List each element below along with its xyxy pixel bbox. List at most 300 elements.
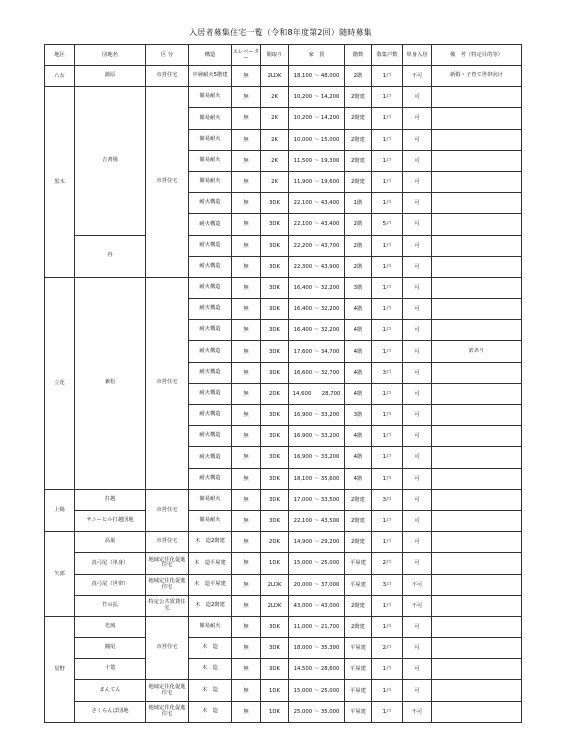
note-cell [432,659,522,680]
table-row [45,489,522,510]
header-cell: エレベーター [232,45,261,66]
floor-cell: 2階建 [345,532,372,553]
table-row [45,510,522,531]
floor-cell: 3階 [345,277,372,298]
single-occupancy-cell: 可 [403,468,432,489]
single-occupancy-cell: 可 [403,362,432,383]
note-cell [432,171,522,192]
note-cell [432,383,522,404]
table-row [45,574,522,595]
rent-cell: 15,000 ～ 25,000 [289,553,345,574]
single-occupancy-cell: 可 [403,553,432,574]
note-cell [432,638,522,659]
floor-cell: 2階 [345,235,372,256]
complex-name-cell: まんてん [75,680,146,701]
units-cell: 1戸 [372,510,403,531]
single-occupancy-cell: 不可 [403,574,432,595]
rent-cell: 22,300 ～ 43,900 [289,256,345,277]
floor-cell: 2階建 [345,150,372,171]
note-cell [432,129,522,150]
rent-cell: 25,000 ～ 35,000 [289,701,345,722]
floor-cell: 平屋建 [345,659,372,680]
units-cell: 1戸 [372,383,403,404]
header-cell: 地区 [45,45,75,66]
layout-cell: 3DK [261,277,289,298]
table-row [45,277,522,298]
complex-name-cell: 竹の払 [75,595,146,616]
complex-name-cell: 高巣 [75,532,146,553]
rent-cell: 18,000 ～ 35,300 [289,638,345,659]
units-cell: 1戸 [372,659,403,680]
elevator-cell: 無 [232,235,261,256]
layout-cell: 2LDK [261,574,289,595]
rent-cell: 14,500 ～ 28,600 [289,659,345,680]
complex-name-cell: サニーヒル打越団地 [75,510,146,531]
structure-cell: 耐火構造 [189,447,232,468]
floor-cell: 平屋建 [345,701,372,722]
single-occupancy-cell: 可 [403,489,432,510]
note-cell [432,701,522,722]
header-cell: 家 賃 [289,45,345,66]
floor-cell: 2階建 [345,108,372,129]
note-cell [432,447,522,468]
units-cell: 1戸 [372,87,403,108]
layout-cell: 2LDK [261,66,289,87]
units-cell: 1戸 [372,193,403,214]
elevator-cell: 無 [232,341,261,362]
rent-cell: 17,600 ～ 34,700 [289,341,345,362]
units-cell: 1戸 [372,320,403,341]
structure-cell: 簡易耐火 [189,129,232,150]
structure-cell: 耐火構造 [189,383,232,404]
single-occupancy-cell: 可 [403,129,432,150]
elevator-cell: 無 [232,362,261,383]
units-cell: 1戸 [372,171,403,192]
rent-cell: 20,000 ～ 37,000 [289,574,345,595]
units-cell: 1戸 [372,701,403,722]
layout-cell: 3DK [261,447,289,468]
structure-cell: 簡易耐火 [189,150,232,171]
table-row [45,87,522,108]
header-cell: 募集戸数 [372,45,403,66]
floor-cell: 平屋建 [345,680,372,701]
elevator-cell: 無 [232,405,261,426]
rent-cell: 16,900 ～ 33,200 [289,426,345,447]
category-cell: 市営住宅 [146,616,189,680]
structure-cell: 耐火構造 [189,193,232,214]
elevator-cell: 無 [232,320,261,341]
units-cell: 1戸 [372,426,403,447]
table-row [45,235,522,256]
floor-cell: 4階 [345,447,372,468]
note-cell [432,362,522,383]
note-cell [432,299,522,320]
structure-cell: 耐火構造 [189,256,232,277]
table-row [45,616,522,637]
elevator-cell: 無 [232,701,261,722]
elevator-cell: 無 [232,150,261,171]
single-occupancy-cell: 可 [403,638,432,659]
units-cell: 1戸 [372,532,403,553]
single-occupancy-cell: 可 [403,235,432,256]
category-cell: 市営住宅 [146,532,189,553]
rent-cell: 10,000 ～ 15,000 [289,129,345,150]
elevator-cell: 無 [232,214,261,235]
floor-cell: 2階建 [345,489,372,510]
area-cell: 立花 [45,277,75,489]
complex-name-cell: 吉書場 [75,87,146,235]
structure-cell: 簡易耐火 [189,87,232,108]
structure-cell: 木 造 [189,680,232,701]
layout-cell: 2K [261,108,289,129]
note-cell [432,108,522,129]
units-cell: 1戸 [372,150,403,171]
single-occupancy-cell: 可 [403,320,432,341]
single-occupancy-cell: 不可 [403,701,432,722]
single-occupancy-cell: 可 [403,532,432,553]
units-cell: 1戸 [372,680,403,701]
layout-cell: 3DK [261,616,289,637]
rent-cell: 17,000 ～ 33,500 [289,489,345,510]
note-cell [432,595,522,616]
elevator-cell: 無 [232,447,261,468]
single-occupancy-cell: 可 [403,680,432,701]
structure-cell: 木 造 [189,701,232,722]
note-cell [432,235,522,256]
floor-cell: 4階 [345,468,372,489]
document-title: 入居者募集住宅一覧（令和8年度第2回）随時募集 [189,28,372,37]
category-cell: 市営住宅 [146,66,189,87]
complex-name-cell: さくらんぼ団地 [75,701,146,722]
table-row [45,680,522,701]
category-cell: 地域定住化促進住宅 [146,553,189,574]
structure-cell: 木 造 [189,638,232,659]
elevator-cell: 無 [232,659,261,680]
single-occupancy-cell: 可 [403,447,432,468]
note-cell [432,193,522,214]
area-cell: 上陽 [45,489,75,531]
single-occupancy-cell: 不可 [403,595,432,616]
floor-cell: 4階 [345,383,372,404]
rent-cell: 22,100 ～ 43,400 [289,214,345,235]
units-cell: 3戸 [372,362,403,383]
units-cell: 1戸 [372,299,403,320]
single-occupancy-cell: 可 [403,405,432,426]
structure-cell: 耐火構造 [189,362,232,383]
table-row [45,659,522,680]
layout-cell: 2LDK [261,595,289,616]
units-cell: 5戸 [372,214,403,235]
layout-cell: 3DK [261,659,289,680]
structure-cell: 耐火構造 [189,341,232,362]
complex-name-cell: 十篭 [75,659,146,680]
units-cell: 3戸 [372,574,403,595]
housing-listing-table [44,44,522,723]
single-occupancy-cell: 可 [403,341,432,362]
layout-cell: 3DK [261,510,289,531]
floor-cell: 平屋建 [345,574,372,595]
rent-cell: 22,200 ～ 43,700 [289,235,345,256]
layout-cell: 2DK [261,383,289,404]
structure-cell: 耐火構造 [189,235,232,256]
note-cell [432,616,522,637]
header-cell: 団地名 [75,45,146,66]
elevator-cell: 無 [232,277,261,298]
complex-name-cell: 光琉 [75,616,146,637]
category-cell: 地域定住化促進住宅 [146,574,189,595]
layout-cell: 3DK [261,426,289,447]
units-cell: 1戸 [372,405,403,426]
note-cell [432,150,522,171]
header-cell: 単身入居 [403,45,432,66]
floor-cell: 1階 [345,193,372,214]
floor-cell: 4階 [345,299,372,320]
single-occupancy-cell: 可 [403,383,432,404]
layout-cell: 3DK [261,638,289,659]
structure-cell: 木 造平屋建 [189,553,232,574]
structure-cell: 木 造2階建 [189,595,232,616]
note-cell [432,468,522,489]
layout-cell: 2DK [261,532,289,553]
category-cell: 地域定住化促進住宅 [146,701,189,722]
elevator-cell: 無 [232,108,261,129]
rent-cell: 16,900 ～ 33,200 [289,405,345,426]
floor-cell: 2階建 [345,129,372,150]
note-cell [432,489,522,510]
layout-cell: 3DK [261,362,289,383]
header-cell: 区 分 [146,45,189,66]
single-occupancy-cell: 可 [403,87,432,108]
elevator-cell: 無 [232,256,261,277]
layout-cell: 3DK [261,489,289,510]
elevator-cell: 無 [232,171,261,192]
note-cell [432,277,522,298]
elevator-cell: 無 [232,383,261,404]
note-cell [432,87,522,108]
rent-cell: 22,100 ～ 43,500 [289,510,345,531]
structure-cell: 木 造平屋建 [189,574,232,595]
rent-cell: 16,400 ～ 32,200 [289,320,345,341]
header-cell: 備 考（特定目的等） [432,45,522,66]
elevator-cell: 無 [232,638,261,659]
single-occupancy-cell: 可 [403,299,432,320]
structure-cell: 簡易耐火 [189,489,232,510]
layout-cell: 1DK [261,680,289,701]
rent-cell: 10,200 ～ 14,200 [289,108,345,129]
single-occupancy-cell: 不可 [403,66,432,87]
units-cell: 1戸 [372,341,403,362]
rent-cell: 10,200 ～ 14,200 [289,87,345,108]
structure-cell: 木 造 [189,659,232,680]
note-cell [432,320,522,341]
layout-cell: 3DK [261,468,289,489]
note-cell: 訳あり [432,341,522,362]
table-header-row [45,45,522,66]
units-cell: 1戸 [372,256,403,277]
structure-cell: 簡易耐火 [189,108,232,129]
layout-cell: 2K [261,150,289,171]
elevator-cell: 無 [232,66,261,87]
elevator-cell: 無 [232,87,261,108]
structure-cell: 木 造2階建 [189,532,232,553]
elevator-cell: 無 [232,489,261,510]
units-cell: 1戸 [372,616,403,637]
rent-cell: 14,900 ～ 29,200 [289,532,345,553]
single-occupancy-cell: 可 [403,277,432,298]
layout-cell: 2K [261,129,289,150]
rent-cell: 43,000 ～ 43,000 [289,595,345,616]
floor-cell: 4階 [345,426,372,447]
area-cell: 矢部 [45,532,75,617]
rent-cell: 11,500 ～ 19,300 [289,150,345,171]
layout-cell: 1DK [261,553,289,574]
rent-cell: 14,600 28,700 [289,383,345,404]
category-cell: 特定公共賃貸住宅 [146,595,189,616]
layout-cell: 3DK [261,341,289,362]
rent-cell: 16,400 ～ 32,200 [289,277,345,298]
single-occupancy-cell: 可 [403,108,432,129]
table-row [45,701,522,722]
single-occupancy-cell: 可 [403,616,432,637]
elevator-cell: 無 [232,299,261,320]
note-cell [432,532,522,553]
category-cell: 地域定住化促進住宅 [146,680,189,701]
structure-cell: 簡易耐火 [189,616,232,637]
floor-cell: 2階 [345,256,372,277]
area-cell: 黒木 [45,87,75,278]
units-cell: 1戸 [372,595,403,616]
rent-cell: 11,900 ～ 19,600 [289,171,345,192]
elevator-cell: 無 [232,193,261,214]
elevator-cell: 無 [232,510,261,531]
single-occupancy-cell: 可 [403,150,432,171]
elevator-cell: 無 [232,468,261,489]
elevator-cell: 無 [232,595,261,616]
elevator-cell: 無 [232,553,261,574]
layout-cell: 3DK [261,405,289,426]
floor-cell: 4階 [345,341,372,362]
layout-cell: 3DK [261,193,289,214]
floor-cell: 2階建 [345,171,372,192]
units-cell: 3戸 [372,489,403,510]
table-row [45,553,522,574]
layout-cell: 3DK [261,256,289,277]
units-cell: 1戸 [372,447,403,468]
table-row [45,638,522,659]
single-occupancy-cell: 可 [403,171,432,192]
structure-cell: 中層耐火5階建 [189,66,232,87]
rent-cell: 16,900 ～ 33,200 [289,447,345,468]
units-cell: 1戸 [372,235,403,256]
single-occupancy-cell: 可 [403,214,432,235]
table-body [45,66,522,723]
elevator-cell: 無 [232,129,261,150]
structure-cell: 耐火構造 [189,299,232,320]
area-cell: 八女 [45,66,75,87]
elevator-cell: 無 [232,680,261,701]
note-cell [432,553,522,574]
units-cell: 1戸 [372,129,403,150]
single-occupancy-cell: 可 [403,659,432,680]
elevator-cell: 無 [232,532,261,553]
layout-cell: 3DK [261,235,289,256]
layout-cell: 2K [261,87,289,108]
note-cell [432,680,522,701]
area-cell: 星野 [45,616,75,722]
structure-cell: 耐火構造 [189,214,232,235]
units-cell: 1戸 [372,277,403,298]
category-cell: 市営住宅 [146,277,189,489]
floor-cell: 2階建 [345,595,372,616]
floor-cell: 3階 [345,405,372,426]
rent-cell: 11,000 ～ 21,700 [289,616,345,637]
structure-cell: 耐火構造 [189,277,232,298]
floor-cell: 2階 [345,214,372,235]
layout-cell: 3DK [261,320,289,341]
layout-cell: 3DK [261,214,289,235]
structure-cell: 耐火構造 [189,405,232,426]
rent-cell: 16,400 ～ 32,200 [289,299,345,320]
table-row [45,66,522,87]
complex-name-cell: 谷 [75,235,146,277]
rent-cell: 18,100 ～ 48,000 [289,66,345,87]
complex-name-cell: 打越 [75,489,146,510]
single-occupancy-cell: 可 [403,426,432,447]
units-cell: 2戸 [372,638,403,659]
floor-cell: 平屋建 [345,553,372,574]
table-row [45,595,522,616]
note-cell [432,214,522,235]
structure-cell: 耐火構造 [189,320,232,341]
units-cell: 2戸 [372,553,403,574]
elevator-cell: 無 [232,574,261,595]
note-cell: 新婚・子育て世帯向け [432,66,522,87]
units-cell: 1戸 [372,66,403,87]
complex-name-cell: 真弓尾（世帯） [75,574,146,595]
layout-cell: 2K [261,171,289,192]
floor-cell: 4階 [345,362,372,383]
units-cell: 1戸 [372,108,403,129]
structure-cell: 耐火構造 [189,426,232,447]
complex-name-cell: 鐘尾 [75,638,146,659]
floor-cell: 2階建 [345,510,372,531]
elevator-cell: 無 [232,616,261,637]
rent-cell: 16,600 ～ 32,700 [289,362,345,383]
structure-cell: 簡易耐火 [189,171,232,192]
note-cell [432,405,522,426]
elevator-cell: 無 [232,426,261,447]
complex-name-cell: 蒲原 [75,66,146,87]
floor-cell: 2階 [345,66,372,87]
floor-cell: 2階建 [345,87,372,108]
single-occupancy-cell: 可 [403,193,432,214]
category-cell: 市営住宅 [146,489,189,531]
table-row [45,532,522,553]
rent-cell: 22,100 ～ 43,400 [289,193,345,214]
structure-cell: 耐火構造 [189,468,232,489]
note-cell [432,510,522,531]
units-cell: 1戸 [372,468,403,489]
note-cell [432,574,522,595]
rent-cell: 18,100 ～ 35,600 [289,468,345,489]
note-cell [432,256,522,277]
header-cell: 間取り [261,45,289,66]
structure-cell: 簡易耐火 [189,510,232,531]
category-cell: 市営住宅 [146,87,189,278]
complex-name-cell: 兼松 [75,277,146,489]
layout-cell: 3DK [261,299,289,320]
floor-cell: 4階 [345,320,372,341]
